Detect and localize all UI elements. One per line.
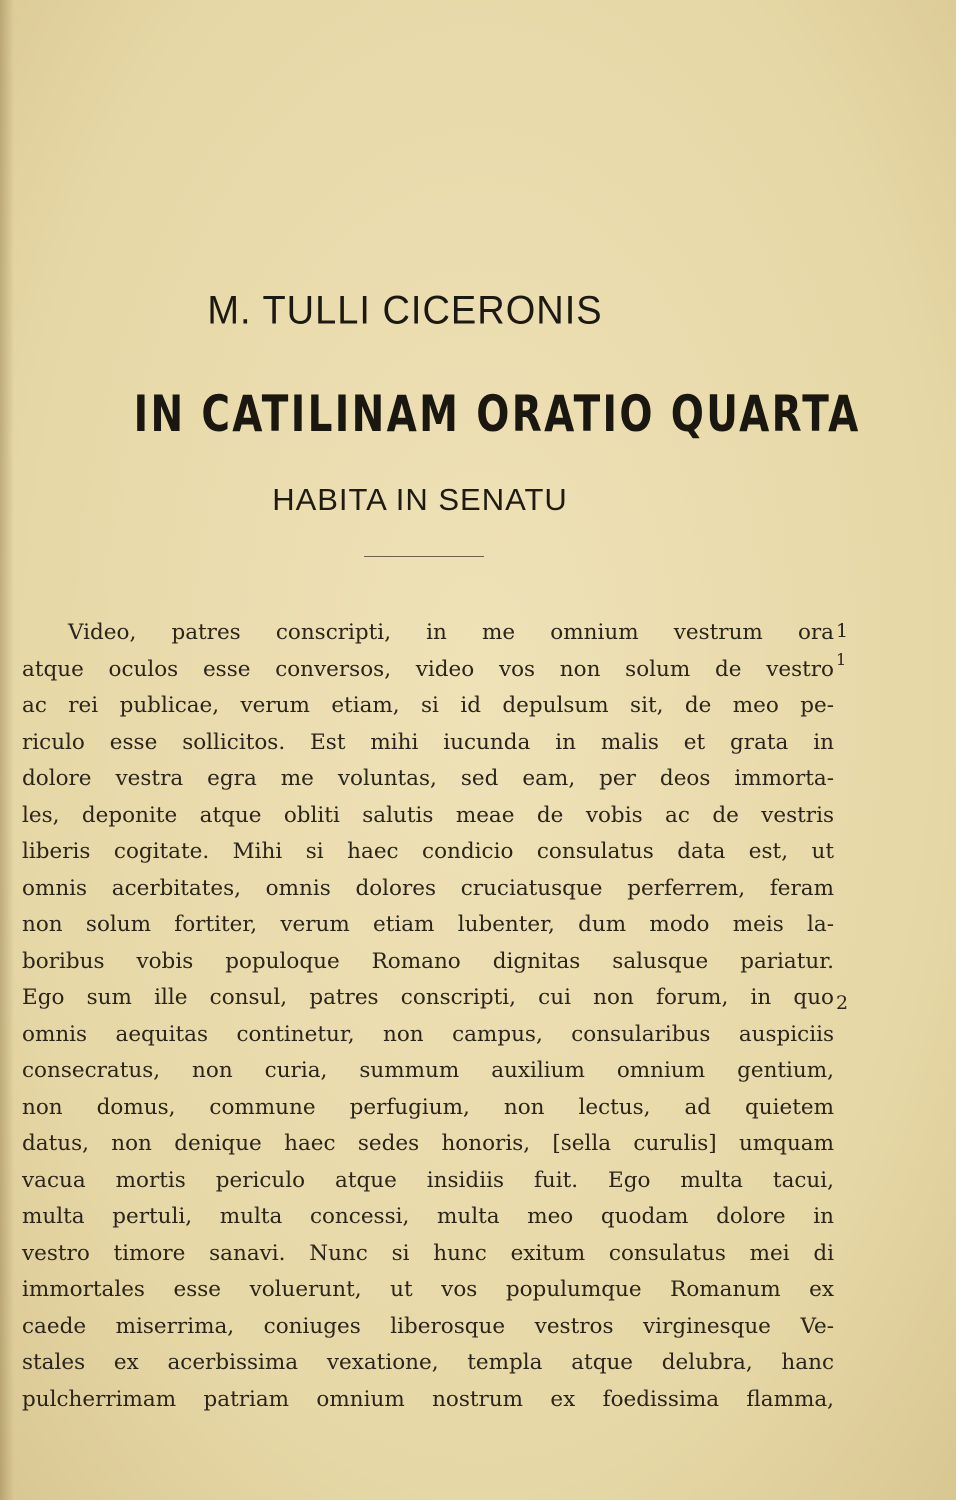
text-line: Video, patres conscripti, in me omnium vestrum ora bbox=[68, 620, 834, 645]
section-number: 2 bbox=[836, 992, 849, 1014]
text-line: multa pertuli, multa concessi, multa meo quodam dolore in bbox=[22, 1204, 834, 1229]
text-line: vacua mortis periculo atque insidiis fuit. Ego multa tacui, bbox=[22, 1167, 834, 1193]
text-line: atque oculos esse conversos, video vos non solum de vestro bbox=[22, 656, 834, 682]
text-line: pulcherrimam patriam omnium nostrum ex foedissima flamma, bbox=[22, 1386, 834, 1412]
text-line: riculo esse sollicitos. Est mihi iucunda in malis et grata in bbox=[22, 729, 834, 755]
page-binding-edge bbox=[0, 0, 14, 1500]
text-line: ac rei publicae, verum etiam, si id depulsum sit, de meo pe- bbox=[22, 693, 834, 718]
text-line: non domus, commune perfugium, non lectus, ad quietem bbox=[22, 1094, 834, 1120]
text-line: liberis cogitate. Mihi si haec condicio consulatus data est, ut bbox=[22, 839, 834, 864]
oration-title: IN CATILINAM ORATIO QUARTA bbox=[133, 385, 861, 443]
author-heading: M. TULLI CICERONIS bbox=[207, 288, 603, 334]
text-line: boribus vobis populoque Romano dignitas salusque pariatur. bbox=[22, 948, 834, 974]
text-line: stales ex acerbissima vexatione, templa atque delubra, hanc bbox=[22, 1350, 834, 1375]
text-line: omnis acerbitates, omnis dolores cruciatusque perferrem, feram bbox=[22, 875, 834, 901]
text-line: datus, non denique haec sedes honoris, [sella curulis] umquam bbox=[22, 1131, 834, 1156]
text-line: les, deponite atque obliti salutis meae de vobis ac de vestris bbox=[22, 802, 834, 828]
text-line: omnis aequitas continetur, non campus, consularibus auspiciis bbox=[22, 1021, 834, 1047]
text-line: non solum fortiter, verum etiam lubenter, dum modo meis la- bbox=[22, 912, 834, 937]
oration-subtitle: HABITA IN SENATU bbox=[272, 482, 568, 517]
section-number: 1 bbox=[836, 620, 849, 642]
subsection-number: 1 bbox=[836, 650, 847, 669]
text-line: dolore vestra egra me voluntas, sed eam, per deos immorta- bbox=[22, 766, 834, 791]
title-divider bbox=[364, 556, 484, 557]
oration-text bbox=[22, 615, 834, 1418]
text-line: immortales esse voluerunt, ut vos populumque Romanum ex bbox=[22, 1277, 834, 1302]
text-line: caede miserrima, coniuges liberosque vestros virginesque Ve- bbox=[22, 1313, 834, 1339]
text-line: Ego sum ille consul, patres conscripti, cui non forum, in quo bbox=[22, 985, 834, 1010]
text-line: consecratus, non curia, summum auxilium omnium gentium, bbox=[22, 1058, 834, 1083]
text-line: vestro timore sanavi. Nunc si hunc exitum consulatus mei di bbox=[22, 1240, 834, 1266]
